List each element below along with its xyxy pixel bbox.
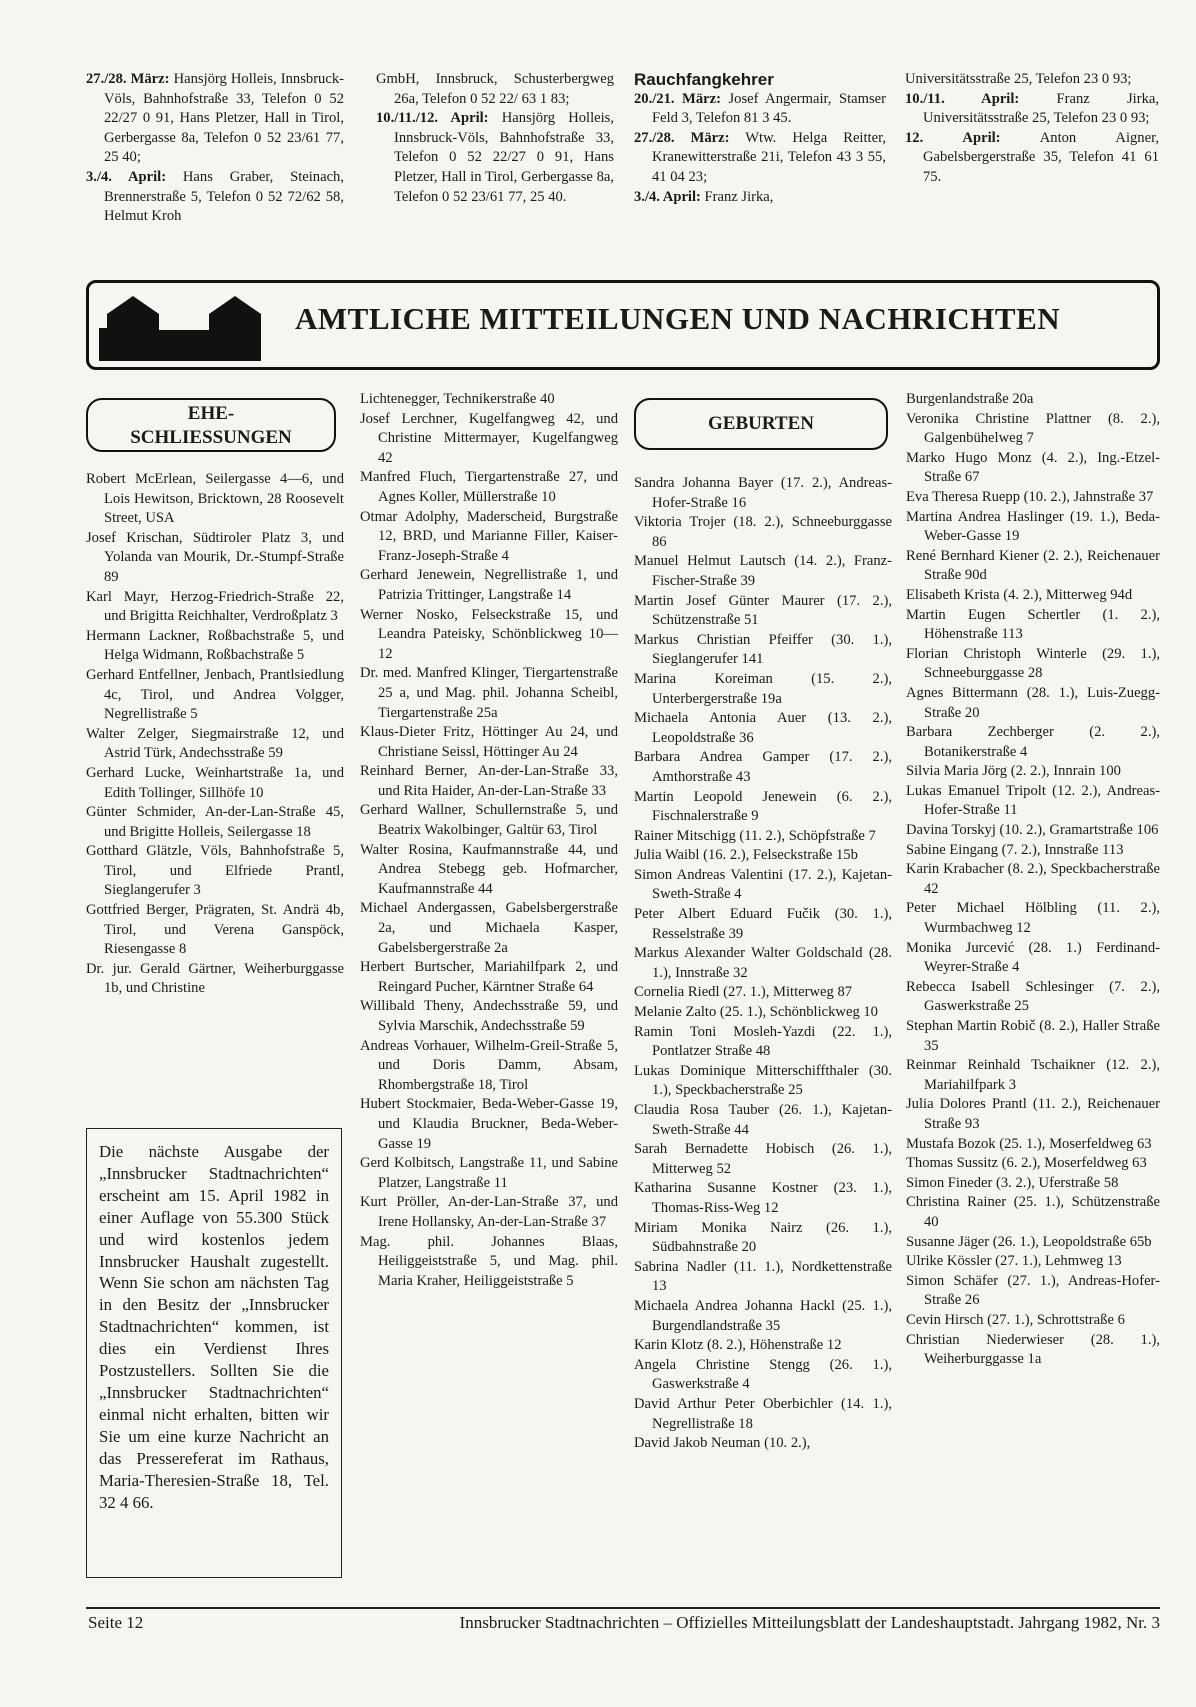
birth-entry: Cevin Hirsch (27. 1.), Schrottstraße 6 (906, 1311, 1125, 1328)
birth-entry: Simon Fineder (3. 2.), Uferstraße 58 (906, 1174, 1119, 1191)
eheschliessungen-heading-line2: SCHLIESSUNGEN (130, 427, 292, 448)
birth-entry: Simon Schäfer (27. 1.), Andreas-Hofer-Straße 26 (906, 1272, 1160, 1309)
birth-entry: Peter Albert Eduard Fučik (30. 1.), Resselstraße 39 (634, 906, 892, 942)
marriage-entry: Lichtenegger, Technikerstraße 40 (360, 391, 555, 407)
birth-entry: David Jakob Neuman (10. 2.), (634, 1435, 811, 1452)
rauchfangkehrer-entry: 20./21. März: Josef Angermair, Stamser Feld 3, Telefon 81 3 45. (634, 90, 886, 127)
rauchfangkehrer-continued-column (905, 70, 1159, 188)
birth-entry: Agnes Bittermann (28. 1.), Luis-Zuegg-Straße 20 (906, 684, 1160, 721)
marriage-entry: Gerhard Lucke, Weinhartstraße 1a, und Edith Tollinger, Sillhöfe 10 (86, 764, 344, 801)
marriage-entry: Mag. phil. Johannes Blaas, Heiliggeiststraße 5, und Mag. phil. Maria Kraher, Heiliggeiststraße 5 (360, 1233, 618, 1289)
birth-entry: Mustafa Bozok (25. 1.), Moserfeldweg 63 (906, 1135, 1152, 1152)
birth-entry: Karin Krabacher (8. 2.), Speckbacherstraße 42 (906, 861, 1160, 897)
rauchfangkehrer-entry: 3./4. April: Franz Jirka, (634, 188, 774, 205)
birth-entry: Lukas Dominique Mitterschiffthaler (30. 1.), Speckbacherstraße 25 (634, 1062, 892, 1099)
birth-entry: Christian Niederwieser (28. 1.), Weiherburggasse 1a (906, 1331, 1160, 1368)
marriage-entry: Gotthard Glätzle, Völs, Bahnhofstraße 5, Tirol, und Elfriede Prantl, Sieglangerufer 3 (86, 843, 344, 899)
birth-entry: Reinmar Reinhald Tschaikner (12. 2.), Mariahilfpark 3 (906, 1057, 1160, 1093)
eheschliessungen-heading-line1: EHE- (187, 403, 235, 424)
notdienst-entry: 27./28. März: Hansjörg Holleis, Innsbruck-Völs, Bahnhofstraße 33, Telefon 0 52 22/27 0 91, Hans Pletzer, Hall in Tirol, Gerbergasse 8a, Telefon 0 52 23/61 77, 25 40; (86, 71, 344, 166)
marriage-entry: Gerhard Entfellner, Jenbach, Prantlsiedlung 4c, Tirol, und Andrea Volgger, Negrellistraße 5 (86, 666, 344, 723)
birth-entry: Rebecca Isabell Schlesinger (7. 2.), Gaswerkstraße 25 (906, 978, 1160, 1015)
birth-entry: Katharina Susanne Kostner (23. 1.), Thomas-Riss-Weg 12 (634, 1180, 892, 1216)
birth-entry: Julia Waibl (16. 2.), Felseckstraße 15b (634, 847, 858, 864)
marriage-entry: Robert McErlean, Seilergasse 4—6, und Lois Hewitson, Bricktown, 28 Roosevelt Street, USA (86, 471, 344, 527)
marriage-entry: Dr. jur. Gerald Gärtner, Weiherburggasse 1b, und Christine (86, 960, 344, 997)
birth-entry: Ulrike Kössler (27. 1.), Lehmweg 13 (906, 1253, 1122, 1270)
birth-entry: Claudia Rosa Tauber (26. 1.), Kajetan-Sweth-Straße 44 (634, 1102, 892, 1138)
birth-entry: Simon Andreas Valentini (17. 2.), Kajetan-Sweth-Straße 4 (634, 866, 892, 903)
rauchfangkehrer-entry: Universitätsstraße 25, Telefon 23 0 93; (905, 71, 1132, 87)
marriage-entry: Herbert Burtscher, Mariahilfpark 2, und Reingard Pucher, Kärntner Straße 64 (360, 959, 618, 995)
birth-entry: Stephan Martin Robič (8. 2.), Haller Straße 35 (906, 1018, 1160, 1054)
birth-entry: Ramin Toni Mosleh-Yazdi (22. 1.), Pontlatzer Straße 48 (634, 1023, 892, 1060)
marriage-entry: Kurt Pröller, An-der-Lan-Straße 37, und Irene Hollansky, An-der-Lan-Straße 37 (360, 1194, 618, 1230)
marriage-entry: Walter Rosina, Kaufmannstraße 44, und Andrea Stebegg geb. Hofmarcher, Kaufmannstraße 44 (360, 841, 618, 897)
marriage-entry: Andreas Vorhauer, Wilhelm-Greil-Straße 5, und Doris Damm, Absam, Rhombergstraße 18, Tirol (360, 1037, 618, 1093)
footer-rule (86, 1607, 1160, 1609)
birth-entry: Miriam Monika Nairz (26. 1.), Südbahnstraße 20 (634, 1219, 892, 1256)
birth-entry: Elisabeth Krista (4. 2.), Mitterweg 94d (906, 586, 1133, 603)
geburten-heading: GEBURTEN (634, 398, 888, 450)
birth-entry: Martin Eugen Schertler (1. 2.), Höhenstraße 113 (906, 606, 1160, 643)
city-towers-logo (99, 286, 274, 366)
birth-entry: Martina Andrea Haslinger (19. 1.), Beda-Weber-Gasse 19 (906, 508, 1160, 545)
birth-entry: Melanie Zalto (25. 1.), Schönblickweg 10 (634, 1004, 878, 1021)
birth-entry: Rainer Mitschigg (11. 2.), Schöpfstraße 7 (634, 827, 876, 844)
marriage-entry: Josef Krischan, Südtiroler Platz 3, und Yolanda van Mourik, Dr.-Stumpf-Straße 89 (86, 529, 344, 585)
birth-entry: Markus Alexander Walter Goldschald (28. 1.), Innstraße 32 (634, 945, 892, 981)
page-number: Seite 12 (88, 1613, 144, 1632)
rauchfangkehrer-entry: 12. April: Anton Aigner, Gabelsbergerstraße 35, Telefon 41 61 75. (905, 129, 1160, 185)
eheschliessungen-list-2 (360, 390, 618, 1291)
rauchfangkehrer-entry: 10./11. April: Franz Jirka, Universitätsstraße 25, Telefon 23 0 93; (905, 90, 1159, 127)
amtliche-mitteilungen-banner (86, 280, 1160, 370)
birth-entry: Eva Theresa Ruepp (10. 2.), Jahnstraße 37 (906, 488, 1154, 505)
notdienst-entry: 3./4. April: Hans Graber, Steinach, Brennerstraße 5, Telefon 0 52 72/62 58, Helmut Kroh (86, 168, 344, 225)
marriage-entry: Günter Schmider, An-der-Lan-Straße 45, und Brigitte Holleis, Seilergasse 18 (86, 804, 344, 840)
marriage-entry: Willibald Theny, Andechsstraße 59, und Sylvia Marschik, Andechsstraße 59 (360, 998, 618, 1034)
marriage-entry: Michael Andergassen, Gabelsbergerstraße 2a, und Michaela Kasper, Gabelsbergerstraße 2a (360, 900, 618, 956)
birth-entry: Veronika Christine Plattner (8. 2.), Galgenbühelweg 7 (906, 410, 1160, 447)
birth-entry: Sandra Johanna Bayer (17. 2.), Andreas-Hofer-Straße 16 (634, 475, 892, 511)
birth-entry: Martin Josef Günter Maurer (17. 2.), Schützenstraße 51 (634, 592, 892, 629)
birth-entry: Marko Hugo Monz (4. 2.), Ing.-Etzel-Straße 67 (906, 449, 1160, 486)
birth-entry: Silvia Maria Jörg (2. 2.), Innrain 100 (906, 763, 1121, 780)
marriage-entry: Reinhard Berner, An-der-Lan-Straße 33, und Rita Haider, An-der-Lan-Straße 33 (360, 763, 618, 799)
birth-entry: Barbara Andrea Gamper (17. 2.), Amthorstraße 43 (634, 749, 892, 785)
birth-entry: Cornelia Riedl (27. 1.), Mitterweg 87 (634, 984, 853, 1001)
birth-entry: Manuel Helmut Lautsch (14. 2.), Franz-Fischer-Straße 39 (634, 553, 892, 589)
next-issue-notice: Die nächste Ausgabe der „Innsbrucker Stadtnachrichten“ erscheint am 15. April 1982 in einer Auflage von 55.300 Stück und wird kostenlos jedem Innsbrucker Haushalt zugestellt. Wenn Sie schon am nächsten Tag in den Besitz der „Innsbrucker Stadtnachrichten“ kommen, ist dies ein Verdienst Ihres Postzustellers. Sollten Sie die „Innsbrucker Stadtnachrichten“ einmal nicht erhalten, bitten wir Sie um eine kurze Nachricht an das Pressereferat im Rathaus, Maria-Theresien-Straße 18, Tel. 32 4 66. (86, 1128, 342, 1578)
birth-entry: Michaela Andrea Johanna Hackl (25. 1.), Burgendlandstraße 35 (634, 1297, 892, 1334)
birth-entry: Davina Torskyj (10. 2.), Gramartstraße 106 (906, 822, 1159, 839)
marriage-entry: Gerd Kolbitsch, Langstraße 11, und Sabine Platzer, Langstraße 11 (360, 1155, 618, 1191)
marriage-entry: Hubert Stockmaier, Beda-Weber-Gasse 19, und Klaudia Bruckner, Beda-Weber-Gasse 19 (360, 1096, 618, 1152)
birth-entry: Burgenlandstraße 20a (906, 391, 1034, 407)
birth-entry: Sarah Bernadette Hobisch (26. 1.), Mitterweg 52 (634, 1141, 892, 1177)
birth-entry: Christina Rainer (25. 1.), Schützenstraße 40 (906, 1194, 1160, 1230)
birth-entry: Sabine Eingang (7. 2.), Innstraße 113 (906, 841, 1124, 858)
marriage-entry: Hermann Lackner, Roßbachstraße 5, und Helga Widmann, Roßbachstraße 5 (86, 627, 344, 664)
marriage-entry: Manfred Fluch, Tiergartenstraße 27, und Agnes Koller, Müllerstraße 10 (360, 469, 618, 505)
marriage-entry: Josef Lerchner, Kugelfangweg 42, und Christine Mittermayer, Kugelfangweg 42 (360, 410, 618, 466)
eheschliessungen-heading (86, 398, 336, 452)
birth-entry: Thomas Sussitz (6. 2.), Moserfeldweg 63 (906, 1155, 1147, 1172)
marriage-entry: Gerhard Wallner, Schullernstraße 5, und Beatrix Wakolbinger, Galtür 63, Tirol (360, 802, 618, 839)
banner-title: AMTLICHE MITTEILUNGEN UND NACHRICHTEN (295, 301, 1061, 336)
geburten-list-2 (906, 390, 1160, 1370)
publication-line: Innsbrucker Stadtnachrichten – Offizielles Mitteilungsblatt der Landeshauptstadt. Jahrgang 1982, Nr. 3 (459, 1613, 1160, 1632)
birth-entry: Karin Klotz (8. 2.), Höhenstraße 12 (634, 1337, 842, 1354)
marriage-entry: Karl Mayr, Herzog-Friedrich-Straße 22, und Brigitta Reichhalter, Verdroßplatz 3 (86, 588, 344, 625)
birth-entry: Monika Jurcević (28. 1.) Ferdinand-Weyrer-Straße 4 (906, 939, 1160, 976)
rauchfangkehrer-heading: Rauchfangkehrer (634, 70, 774, 89)
marriage-entry: Dr. med. Manfred Klinger, Tiergartenstraße 25 a, und Mag. phil. Johanna Scheibl, Tiergartenstraße 25a (360, 665, 618, 721)
birth-entry: Barbara Zechberger (2. 2.), Botanikerstraße 4 (906, 724, 1160, 760)
marriage-entry: Gerhard Jenewein, Negrellistraße 1, und Patrizia Trittinger, Langstraße 14 (360, 567, 618, 603)
birth-entry: René Bernhard Kiener (2. 2.), Reichenauer Straße 90d (906, 547, 1160, 584)
eheschliessungen-list-1 (86, 470, 344, 999)
birth-entry: Sabrina Nadler (11. 1.), Nordkettenstraße 13 (634, 1258, 892, 1295)
rauchfangkehrer-entry: 27./28. März: Wtw. Helga Reitter, Kranewitterstraße 21i, Telefon 43 3 55, 41 04 23; (634, 129, 887, 185)
marriage-entry: Klaus-Dieter Fritz, Höttinger Au 24, und Christiane Seissl, Höttinger Au 24 (360, 724, 618, 760)
birth-entry: Marina Koreiman (15. 2.), Unterbergerstraße 19a (634, 670, 892, 707)
marriage-entry: Gottfried Berger, Prägraten, St. Andrä 4b, Tirol, und Verena Ganspöck, Riesengasse 8 (86, 902, 344, 958)
notdienst-apotheken-column (86, 70, 344, 227)
notdienst-continued-column (376, 70, 614, 207)
rauchfangkehrer-column (634, 70, 886, 207)
marriage-entry: Otmar Adolphy, Maderscheid, Burgstraße 12, BRD, und Marianne Filler, Kaiser-Franz-Joseph-Straße 4 (360, 508, 618, 564)
birth-entry: David Arthur Peter Oberbichler (14. 1.), Negrellistraße 18 (634, 1395, 892, 1432)
birth-entry: Susanne Jäger (26. 1.), Leopoldstraße 65b (906, 1233, 1152, 1250)
birth-entry: Michaela Antonia Auer (13. 2.), Leopoldstraße 36 (634, 710, 892, 746)
marriage-entry: Walter Zelger, Siegmairstraße 12, und Astrid Türk, Andechsstraße 59 (86, 725, 344, 762)
geburten-list-1 (634, 474, 892, 1454)
birth-entry: Viktoria Trojer (18. 2.), Schneeburggasse 86 (634, 514, 892, 550)
birth-entry: Markus Christian Pfeiffer (30. 1.), Sieglangerufer 141 (634, 631, 892, 668)
marriage-entry: Werner Nosko, Felseckstraße 15, und Leandra Pateisky, Schönblickweg 10—12 (360, 606, 618, 662)
notdienst-entry: 10./11./12. April: Hansjörg Holleis, Innsbruck-Völs, Bahnhofstraße 33, Telefon 0 52 22/27 0 91, Hans Pletzer, Hall in Tirol, Gerbergasse 8a, Telefon 0 52 23/61 77, 25 40. (376, 110, 615, 205)
notdienst-entry: GmbH, Innsbruck, Schusterbergweg 26a, Telefon 0 52 22/ 63 1 83; (376, 71, 614, 107)
birth-entry: Lukas Emanuel Tripolt (12. 2.), Andreas-Hofer-Straße 11 (906, 782, 1160, 819)
birth-entry: Angela Christine Stengg (26. 1.), Gaswerkstraße 4 (634, 1356, 892, 1393)
birth-entry: Julia Dolores Prantl (11. 2.), Reichenauer Straße 93 (906, 1096, 1160, 1132)
birth-entry: Peter Michael Hölbling (11. 2.), Wurmbachweg 12 (906, 900, 1160, 937)
birth-entry: Florian Christoph Winterle (29. 1.), Schneeburggasse 28 (906, 645, 1160, 682)
birth-entry: Martin Leopold Jenewein (6. 2.), Fischnalerstraße 9 (634, 788, 892, 825)
